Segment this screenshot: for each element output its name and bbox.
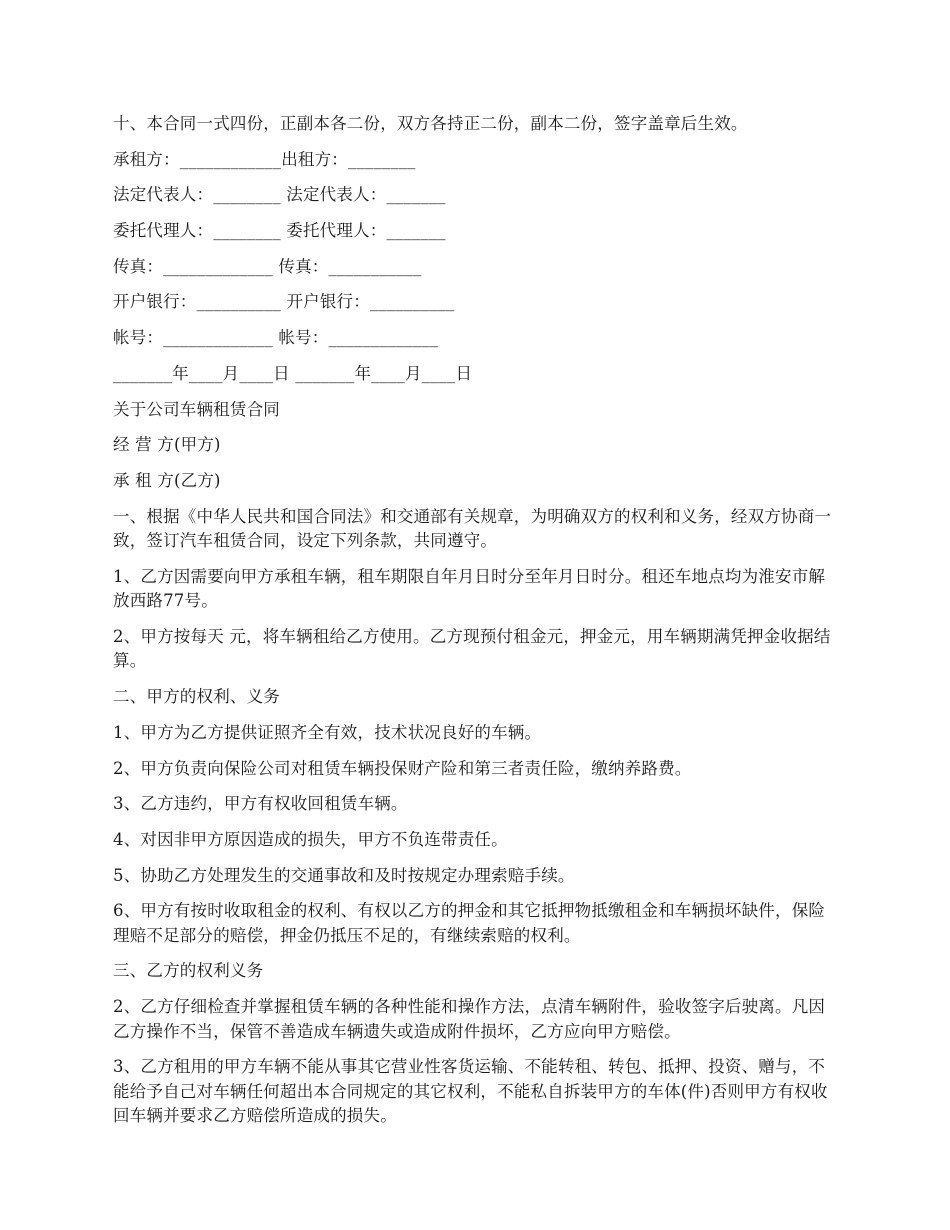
clause-a-5: 5、协助乙方处理发生的交通事故和及时按规定办理索赔手续。	[113, 865, 575, 885]
clause-a-4: 4、对因非甲方原因造成的损失，甲方不负连带责任。	[113, 829, 508, 849]
section-three-heading: 三、乙方的权利义务	[113, 961, 264, 981]
signature-bank-line: 开户银行：__________ 开户银行：__________	[113, 292, 455, 312]
clause-copies: 十、本合同一式四份，正副本各二份，双方各持正二份，副本二份，签字盖章后生效。	[113, 114, 748, 133]
clause-a-3: 3、乙方违约，甲方有权收回租赁车辆。	[113, 794, 408, 814]
section-one-intro: 一、根据《中华人民共和国合同法》和交通部有关规章，为明确双方的权利和义务，经双方协商一致，签订汽车租赁合同，设定下列条款，共同遵守。	[113, 506, 832, 551]
clause-a-2: 2、甲方负责向保险公司对租赁车辆投保财产险和第三者责任险，缴纳养路费。	[113, 758, 692, 778]
clause-a-6: 6、甲方有按时收取租金的权利、有权以乙方的押金和其它抵押物抵缴租金和车辆损坏缺件，保险理赔不足部分的赔偿，押金仍抵压不足的，有继续索赔的权利。	[113, 901, 826, 945]
clause-a-1: 1、甲方为乙方提供证照齐全有效，技术状况良好的车辆。	[113, 722, 542, 742]
signature-date-line: _______年____月____日 _______年____月____日	[113, 363, 473, 383]
signature-account-line: 帐号：_____________ 帐号：_____________	[113, 328, 439, 348]
party-b-line: 承 租 方(乙方)	[113, 470, 221, 490]
party-a-line: 经 营 方(甲方)	[113, 435, 221, 455]
section-two-heading: 二、甲方的权利、义务	[113, 687, 280, 707]
contract-title: 关于公司车辆租赁合同	[113, 399, 280, 419]
signature-legal-rep-line: 法定代表人：________ 法定代表人：_______	[113, 185, 446, 205]
clause-b-2: 2、乙方仔细检查并掌握租赁车辆的各种性能和操作方法，点清车辆附件，验收签字后驶离。凡因乙方操作不当，保管不善造成车辆遗失或造成附件损坏，乙方应向甲方赔偿。	[113, 997, 826, 1041]
clause-rental-term: 1、乙方因需要向甲方承租车辆，租车期限自年月日时分至年月日时分。租还车地点均为淮安市解放西路77号。	[113, 566, 826, 611]
clause-rent-deposit: 2、甲方按每天 元，将车辆租给乙方使用。乙方现预付租金元，押金元，用车辆期满凭押金收据结算。	[113, 626, 831, 671]
signature-agent-line: 委托代理人：________ 委托代理人：_______	[113, 221, 446, 241]
document-body	[113, 112, 833, 1140]
signature-fax-line: 传真：_____________ 传真：___________	[113, 256, 422, 276]
signature-parties-line: 承租方：____________出租方：________	[113, 149, 416, 169]
clause-b-3: 3、乙方租用的甲方车辆不能从事其它营业性客货运输、不能转租、转包、抵押、投资、赠与，不能给予自己对车辆任何超出本合同规定的其它权利，不能私自拆装甲方的车体(件)否则甲方有权收回车辆并要求乙方赔偿所造成的损失。	[113, 1057, 828, 1126]
